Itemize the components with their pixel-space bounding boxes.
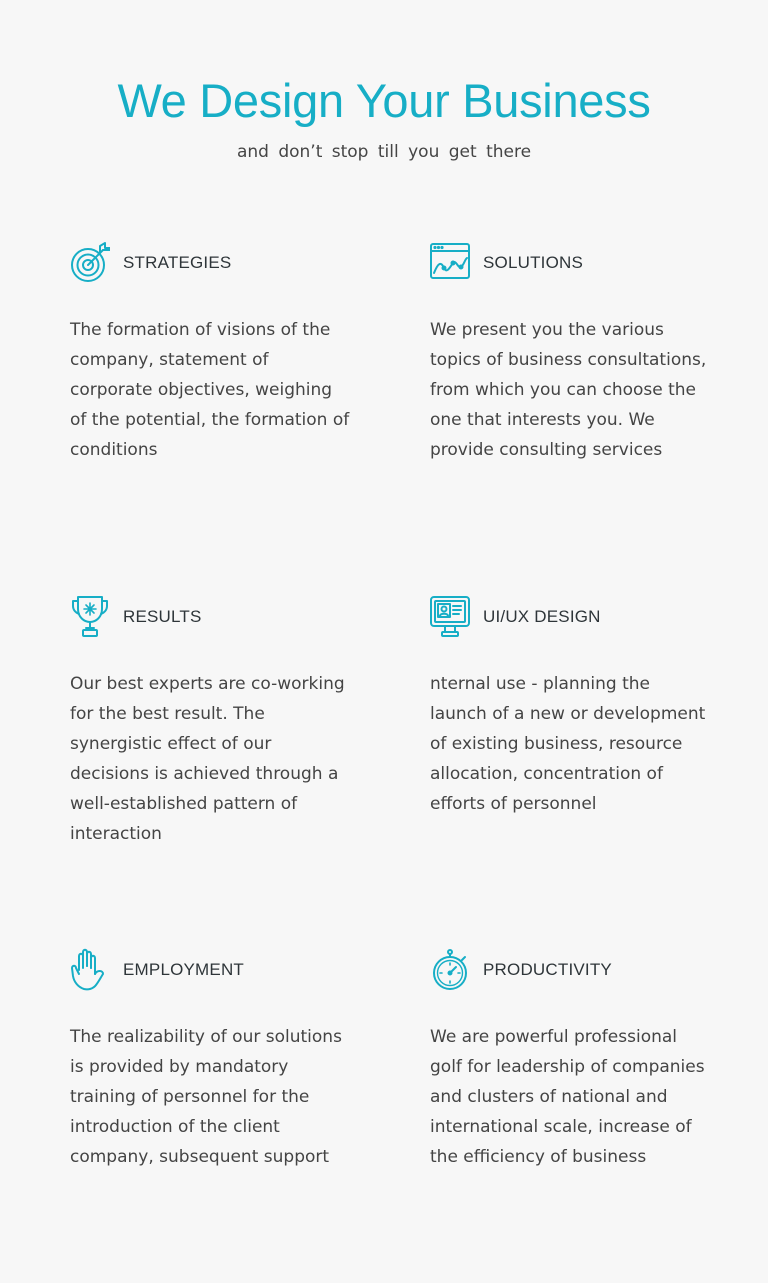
trophy-icon: [70, 595, 110, 639]
target-icon: [70, 241, 110, 285]
chart-window-icon: [430, 241, 470, 285]
page-subtitle: and don’t stop till you get there: [236, 142, 532, 162]
feature-description: The formation of visions of the company, statement of corporate objectives, weighing of the potential, the formation of conditions: [70, 320, 350, 460]
feature-title: RESULTS: [123, 607, 202, 626]
feature-card-productivity: [430, 948, 730, 1172]
feature-description: The realizability of our solutions is provided by mandatory training of personnel for the introduction of the client company, subsequent support: [70, 1027, 342, 1167]
feature-description: We are powerful professional golf for leadership of companies and clusters of national and international scale, increase of the efficiency of business: [430, 1027, 705, 1167]
page-title: We Design Your Business: [117, 74, 651, 127]
feature-card-strategies: [70, 241, 370, 465]
feature-header: [70, 241, 370, 285]
feature-card-uiux-design: [430, 595, 730, 819]
feature-title: PRODUCTIVITY: [483, 960, 612, 979]
feature-header: [430, 948, 730, 992]
feature-description: nternal use - planning the launch of a new or development of existing business, resource allocation, concentration of efforts of personnel: [430, 674, 706, 814]
monitor-profile-icon: [430, 595, 470, 639]
feature-card-employment: [70, 948, 370, 1172]
feature-header: [430, 241, 730, 285]
feature-header: [430, 595, 730, 639]
feature-title: SOLUTIONS: [483, 253, 584, 272]
feature-description: Our best experts are co-working for the best result. The synergistic effect of our decisions is achieved through a well-established pattern of interaction: [70, 674, 345, 844]
feature-card-solutions: [430, 241, 730, 465]
feature-header: [70, 948, 370, 992]
feature-title: EMPLOYMENT: [123, 960, 245, 979]
feature-header: [70, 595, 370, 639]
feature-title: STRATEGIES: [123, 253, 232, 272]
feature-card-results: [70, 595, 370, 849]
stopwatch-icon: [430, 948, 470, 992]
feature-title: UI/UX DESIGN: [483, 607, 601, 626]
feature-description: We present you the various topics of business consultations, from which you can choose the one that interests you. We provide consulting services: [430, 320, 707, 460]
hand-icon: [70, 948, 110, 992]
